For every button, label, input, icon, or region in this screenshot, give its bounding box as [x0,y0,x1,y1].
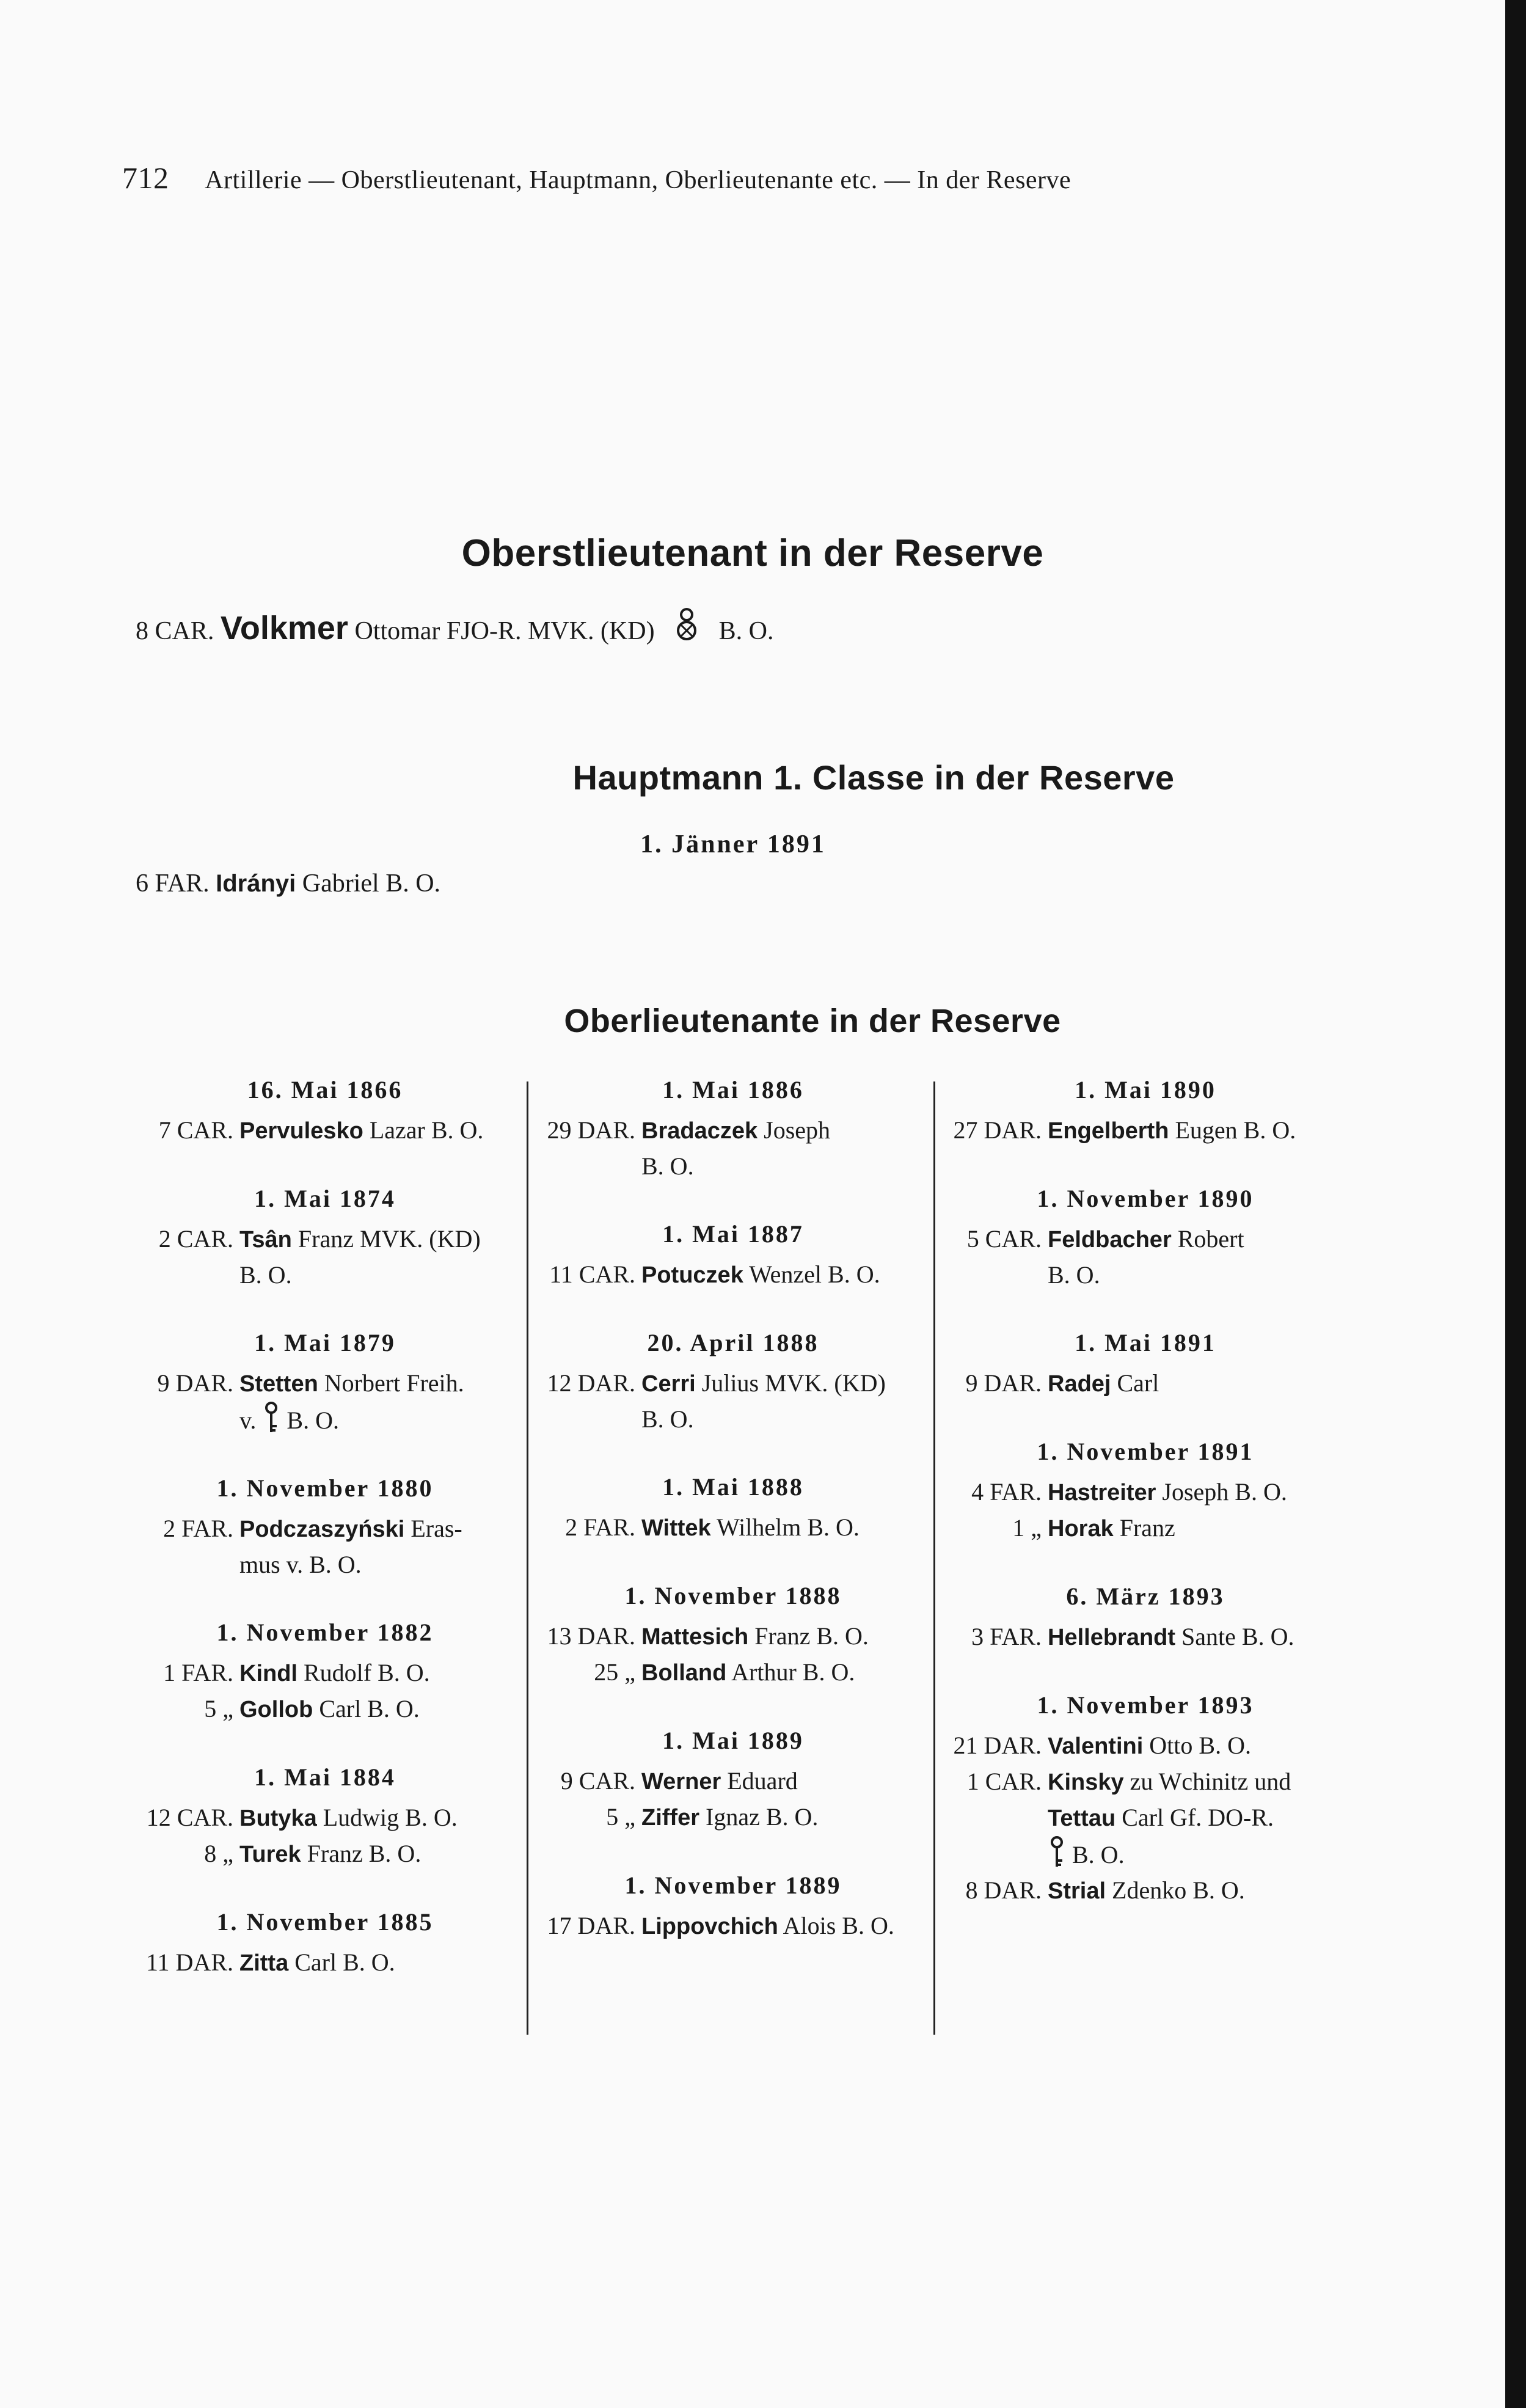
list-item [944,1366,1347,1402]
date-group [944,1328,1347,1402]
entry-rest: Otto B. O. [1149,1732,1251,1759]
entry-rest: Lazar B. O. [369,1116,484,1144]
entry-name: Strial [1048,1878,1106,1904]
entry-rest: Arthur B. O. [731,1658,855,1686]
entry-name: Stetten [239,1371,318,1397]
list-item [538,1619,929,1655]
date-group [538,1220,929,1293]
entry-rest: Alois B. O. [783,1912,894,1939]
entry-name: Idrányi [216,870,296,897]
entry-name: Horak [1048,1516,1114,1542]
date-group [538,1473,929,1546]
entry-num: 2 FAR. [163,1515,233,1542]
date-heading: 1. Mai 1887 [662,1220,804,1248]
section-title-oberstlieutenant: Oberstlieutenant in der Reserve [461,532,1044,574]
date-group [538,1328,929,1437]
entry-name: Tsân [239,1227,292,1253]
entry-continuation [136,1402,514,1438]
entry-continuation [944,1800,1347,1836]
entry-name: Potuczek [641,1262,743,1288]
date-group [944,1075,1347,1149]
list-item [944,1510,1347,1546]
list-item [136,1691,514,1727]
entry-name: Zitta [239,1950,289,1976]
date-group [136,1908,514,1981]
entry-num: 5 „ [606,1803,635,1831]
date-heading: 1. November 1885 [216,1908,434,1936]
date-heading: 1. Mai 1879 [254,1329,396,1356]
entry-name: Feldbacher [1048,1227,1172,1253]
entry-num: 4 FAR. [971,1478,1042,1506]
entry-name: Lippovchich [641,1914,778,1939]
date-heading: 1. Mai 1874 [254,1185,396,1212]
list-item [136,1836,514,1872]
list-item [538,1257,929,1293]
entry-num: 13 DAR. [547,1622,635,1650]
entry-num: 9 DAR. [965,1369,1042,1397]
entry-num: 5 „ [204,1695,233,1722]
entry-num: 8 DAR. [965,1876,1042,1904]
entry-num: 7 CAR. [158,1116,233,1144]
entry-rest: Robert [1177,1225,1244,1253]
entry-num: 2 FAR. [565,1513,635,1541]
date-heading: 1. November 1880 [216,1474,434,1502]
date-group [944,1691,1347,1909]
entry-idranyi [136,869,440,898]
entry-volkmer [136,607,773,647]
entry-continuation [538,1402,929,1437]
list-item [944,1619,1347,1655]
entry-suffix: B. O. [718,617,774,645]
date-group [136,1474,514,1583]
list-item [136,1511,514,1583]
date-group [538,1726,929,1835]
list-item [538,1113,929,1184]
entry-rest: Rudolf B. O. [303,1659,430,1686]
date-group [136,1618,514,1727]
entry-rest: Ignaz B. O. [706,1803,819,1831]
column-divider [933,1081,935,2035]
entry-num: 29 DAR. [547,1116,635,1144]
list-item [944,1764,1347,1873]
entry-suffix: B. O. [641,1405,694,1433]
entry-continuation [136,1257,514,1293]
list-item [136,1945,514,1981]
entry-name: Valentini [1048,1733,1144,1759]
entry-name: Engelberth [1048,1118,1169,1144]
date-group [136,1763,514,1872]
entry-num: 21 DAR. [953,1732,1042,1759]
entry-suffix: B. O. [287,1407,339,1434]
date-heading: 1. Mai 1891 [1075,1329,1216,1356]
list-item [538,1510,929,1546]
date-group [136,1184,514,1293]
date-heading: 1. Mai 1888 [662,1473,804,1501]
entry-name: Mattesich [641,1624,749,1650]
date-group [136,1328,514,1438]
list-item [136,1655,514,1691]
date-heading: 1. November 1888 [624,1582,842,1609]
entry-num: 6 FAR. [136,869,210,898]
column-divider [527,1081,528,2035]
entry-rest: Eras- [411,1515,462,1542]
entry-suffix: B. O. [1072,1841,1125,1868]
running-head [122,160,1071,196]
entry-suffix: mus v. B. O. [239,1551,362,1578]
date-heading: 1. November 1893 [1037,1691,1254,1719]
list-item [538,1366,929,1437]
entry-name: Radej [1048,1371,1111,1397]
entry-rest: Zdenko B. O. [1112,1876,1245,1904]
entry-suffix: B. O. [641,1152,694,1180]
entry-num: 2 CAR. [158,1225,233,1253]
entry-name: Werner [641,1769,721,1795]
date-heading: 1. November 1889 [624,1872,842,1899]
date-heading: 1. Jänner 1891 [640,830,826,858]
entry-num: 1 CAR. [966,1768,1042,1795]
list-item [944,1474,1347,1510]
list-item [538,1655,929,1691]
entry-rest: Joseph [764,1116,831,1144]
entry-name: Podczaszyński [239,1517,405,1542]
list-item [136,1366,514,1438]
chamberlain-key-icon [1048,1841,1066,1868]
list-item [944,1221,1347,1293]
date-heading: 1. November 1882 [216,1619,434,1646]
date-heading: 1. Mai 1886 [662,1076,804,1103]
list-item [136,1221,514,1293]
entry-num: 11 DAR. [146,1949,233,1976]
column-right [944,1075,1347,1944]
list-item [538,1799,929,1835]
entry-name: Pervulesko [239,1118,363,1144]
entry-num: 11 CAR. [549,1261,635,1288]
entry-num: 12 DAR. [547,1369,635,1397]
date-group [944,1437,1347,1546]
entry-rest: Carl [1117,1369,1159,1397]
date-heading: 1. Mai 1890 [1075,1076,1216,1103]
entry-rest: Eugen B. O. [1175,1116,1296,1144]
column-middle [538,1075,929,1980]
entry-rest: Wilhelm B. O. [716,1513,860,1541]
date-group [944,1184,1347,1293]
entry-name: Bradaczek [641,1118,758,1144]
date-group [538,1581,929,1691]
entry-continuation [944,1257,1347,1293]
list-item [944,1113,1347,1149]
entry-name: Hellebrandt [1048,1625,1176,1650]
date-group [538,1075,929,1184]
entry-name: Turek [239,1842,301,1867]
entry-num: 5 CAR. [966,1225,1042,1253]
entry-num: 1 FAR. [163,1659,233,1686]
section-title-hauptmann: Hauptmann 1. Classe in der Reserve [572,758,1175,797]
date-heading: 6. März 1893 [1066,1583,1225,1610]
entry-name: Kinsky [1048,1769,1124,1795]
entry-name: Wittek [641,1515,711,1541]
entry-num: 8 „ [204,1840,233,1867]
entry-name: Cerri [641,1371,696,1397]
scan-edge [1505,0,1526,2408]
date-heading: 20. April 1888 [647,1329,819,1356]
entry-name: Volkmer [220,610,348,646]
list-item [136,1800,514,1836]
running-title: Artillerie — Oberstlieutenant, Hauptmann, Oberlieutenante etc. — In der Reserve [205,166,1071,194]
entry-continuation [944,1836,1347,1873]
entry-name: Ziffer [641,1805,699,1831]
entry-suffix: B. O. [1048,1261,1100,1289]
entry-rest: Julius MVK. (KD) [701,1369,886,1397]
entry-rest: Sante B. O. [1181,1623,1294,1650]
list-item [538,1763,929,1799]
list-item [944,1873,1347,1909]
section-title-oberlieutenante: Oberlieutenante in der Reserve [564,1003,1061,1039]
entry-rest: Carl B. O. [294,1949,395,1976]
date-group [136,1075,514,1149]
date-group [944,1582,1347,1655]
entry-prefix: v. [239,1407,257,1434]
entry-name: Kindl [239,1661,298,1686]
date-group [538,1871,929,1944]
date-heading: 16. Mai 1866 [247,1076,403,1103]
entry-rest: Carl B. O. [319,1695,420,1722]
entry-num: 9 DAR. [157,1369,233,1397]
entry-num: 25 „ [594,1658,635,1686]
entry-num: 1 „ [1012,1514,1042,1542]
entry-name: Gollob [239,1697,313,1722]
date-heading: 1. Mai 1884 [254,1763,396,1791]
entry-rest: Wenzel B. O. [749,1261,880,1288]
entry-num: 9 CAR. [560,1767,635,1795]
list-item [136,1113,514,1149]
entry-name: Tettau [1048,1806,1116,1831]
entry-rest: Franz [1119,1514,1175,1542]
entry-rest: Gabriel B. O. [302,869,441,898]
entry-suffix: B. O. [239,1261,292,1289]
entry-num: 27 DAR. [953,1116,1042,1144]
date-heading: 1. November 1891 [1037,1438,1254,1465]
page-number: 712 [122,161,169,195]
chamberlain-key-icon [262,1407,280,1434]
entry-num: 8 CAR. [136,617,214,645]
order-cross-icon [676,617,704,645]
entry-rest: Franz B. O. [754,1622,869,1650]
entry-name: Butyka [239,1806,317,1831]
entry-num: 12 CAR. [146,1804,233,1831]
date-heading: 1. November 1890 [1037,1185,1254,1212]
list-item [538,1908,929,1944]
entry-rest: Norbert Freih. [324,1369,464,1397]
entry-rest: Joseph B. O. [1162,1478,1287,1506]
date-heading: 1. Mai 1889 [662,1727,804,1754]
entry-name: Bolland [641,1660,727,1686]
entry-rest: Eduard [727,1767,798,1795]
column-left [136,1075,514,2016]
entry-continuation [538,1149,929,1184]
entry-rest: zu Wchinitz und [1130,1768,1291,1795]
entry-num: 3 FAR. [971,1623,1042,1650]
entry-rest: Carl Gf. DO-R. [1122,1804,1274,1831]
entry-rest: Ottomar FJO-R. MVK. (KD) [354,617,655,645]
list-item [944,1728,1347,1764]
entry-continuation [136,1547,514,1583]
entry-rest: Franz B. O. [307,1840,422,1867]
entry-rest: Franz MVK. (KD) [298,1225,481,1253]
entry-rest: Ludwig B. O. [323,1804,458,1831]
entry-name: Hastreiter [1048,1480,1156,1506]
entry-num: 17 DAR. [547,1912,635,1939]
